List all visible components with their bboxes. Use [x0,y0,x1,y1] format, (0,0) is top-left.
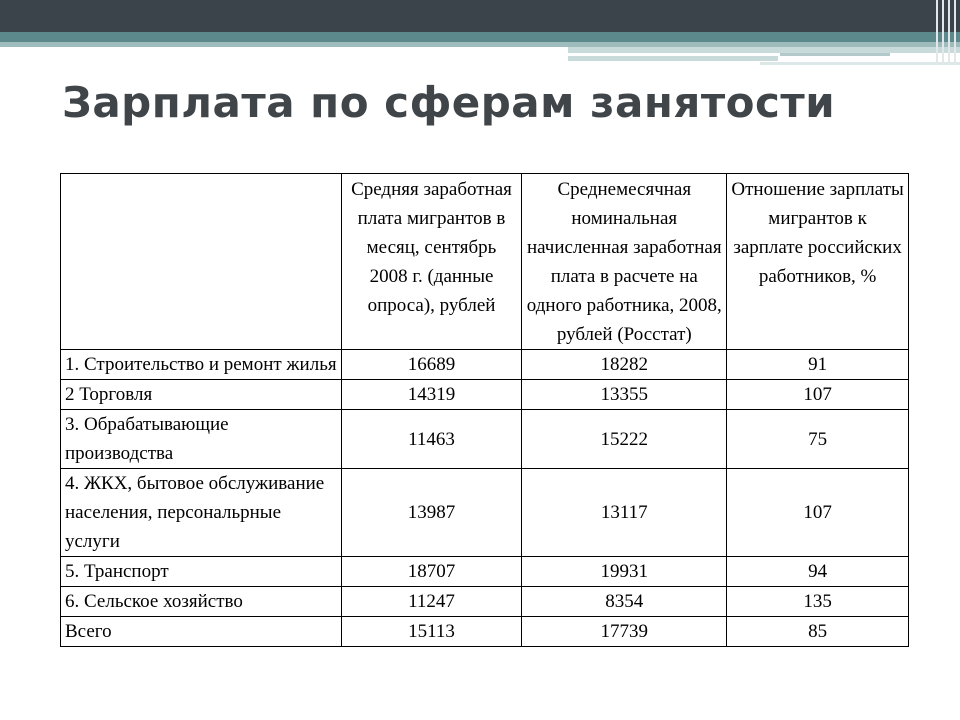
decor-vertical-lines [932,0,960,64]
decor-line [780,53,890,56]
decor-line [568,47,960,53]
header-empty [61,174,342,350]
decor-line [760,62,960,65]
cell-migrants: 14319 [341,380,522,410]
cell-rosstat: 17739 [522,617,727,647]
cell-migrants: 16689 [341,350,522,380]
table-header-row [61,174,909,350]
table-row [61,350,909,380]
cell-rosstat: 15222 [522,410,727,469]
table-row [61,587,909,617]
slide-title: Зарплата по сферам занятости [62,78,836,127]
cell-ratio: 91 [727,350,909,380]
cell-ratio: 75 [727,410,909,469]
cell-ratio: 135 [727,587,909,617]
cell-ratio: 85 [727,617,909,647]
cell-rosstat: 18282 [522,350,727,380]
row-label: Всего [61,617,342,647]
header-migrants-salary: Средняя заработная плата мигрантов в месяц, сентябрь 2008 г. (данные опроса), рублей [341,174,522,350]
table-row [61,380,909,410]
table-row [61,469,909,557]
cell-rosstat: 13355 [522,380,727,410]
decor-line [568,56,778,61]
row-label: 2 Торговля [61,380,342,410]
table-row [61,410,909,469]
table-row [61,557,909,587]
header-rosstat-salary: Среднемесячная номинальная начисленная заработная плата в расчете на одного работника, 2008, рублей (Росстат) [522,174,727,350]
table-row-total [61,617,909,647]
teal-stripe [0,32,960,42]
cell-rosstat: 8354 [522,587,727,617]
cell-rosstat: 19931 [522,557,727,587]
cell-migrants: 13987 [341,469,522,557]
row-label: 6. Сельское хозяйство [61,587,342,617]
row-label: 3. Обрабатывающие производства [61,410,342,469]
top-decor-bar [0,0,960,32]
row-label: 5. Транспорт [61,557,342,587]
cell-ratio: 107 [727,380,909,410]
cell-migrants: 18707 [341,557,522,587]
header-ratio: Отношение зарплаты мигрантов к зарплате российских работников, % [727,174,909,350]
cell-migrants: 11247 [341,587,522,617]
cell-migrants: 11463 [341,410,522,469]
salary-table [60,173,909,647]
cell-ratio: 107 [727,469,909,557]
row-label: 1. Строительство и ремонт жилья [61,350,342,380]
cell-rosstat: 13117 [522,469,727,557]
row-label: 4. ЖКХ, бытовое обслуживание населения, персональрные услуги [61,469,342,557]
cell-ratio: 94 [727,557,909,587]
cell-migrants: 15113 [341,617,522,647]
